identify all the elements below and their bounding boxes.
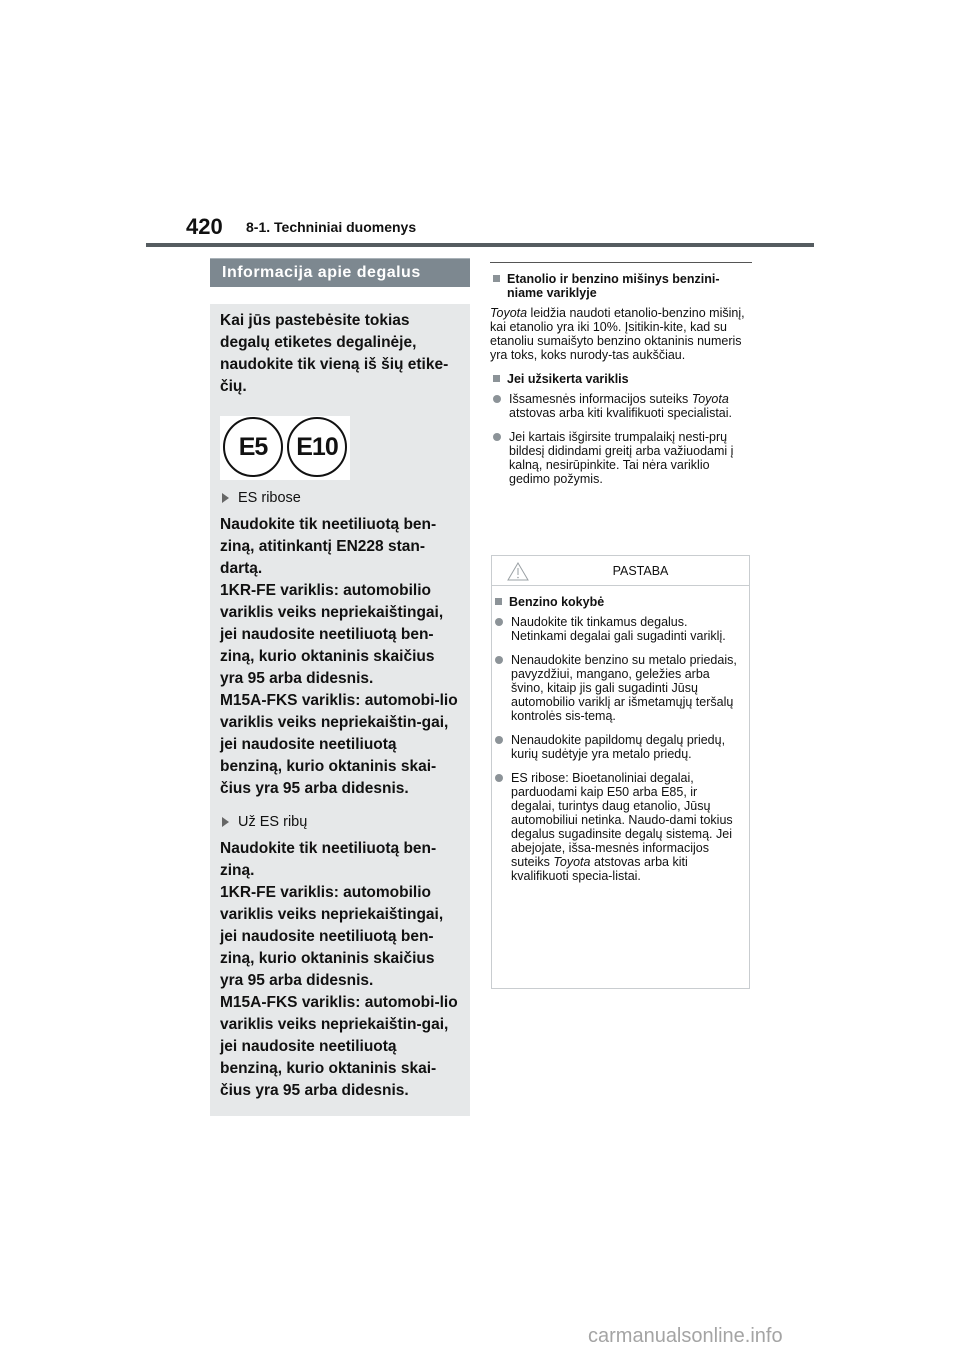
knock-heading-text: Jei užsikerta variklis (507, 372, 629, 386)
eu-m15a-text: M15A-FKS variklis: automobi-lio variklis veiks nepriekaištin-gai, jei naudosite neetiliuotą benziną, kurio oktaninis skai-čius yra 95 arba didesnis. (220, 692, 458, 797)
notice-bullet-1-text: Naudokite tik tinkamus degalus. Netinkami degalai gali sugadinti variklį. (511, 615, 726, 643)
fuel-info-column (210, 258, 470, 1116)
notice-header (492, 556, 749, 586)
e5-label: E5 (223, 417, 283, 477)
eu-heading (220, 490, 458, 506)
fuel-info-panel (210, 304, 470, 1116)
eu-text: Naudokite tik neetiliuotą ben-ziną, atitinkantį EN228 stan-dartą. (220, 516, 437, 577)
warning-icon (507, 562, 529, 581)
notice-bullet-3 (492, 733, 743, 761)
brand-name: Toyota (490, 306, 528, 320)
square-bullet-icon (493, 375, 500, 382)
notice-title: PASTABA (612, 563, 669, 578)
dot-bullet-icon (493, 433, 501, 441)
brand-name: Toyota (553, 855, 591, 869)
notice-bullet-1 (492, 615, 743, 643)
fuel-labels-image (220, 416, 350, 480)
notice-bullet-4-text: ES ribose: Bioetanoliniai degalai, parduodami kaip E50 arba E85, ir degalai, turintys daug etanolio, Jūsų automobiliui netinka. Naudo-dami tokius degalus sugadinsite degalų sistemą. Jei abejojate, išsa-mesnės informacijos suteiks Toyota atstovas arba kiti kvalifikuoti specia-listai. (511, 771, 733, 883)
notice-bullet-3-text: Nenaudokite papildomų degalų priedų, kurių sudėtyje yra metalo priedų. (511, 733, 726, 761)
knock-bullet-1-text: Išsamesnės informacijos suteiks Toyota atstovas arba kiti kvalifikuoti specialistai. (509, 392, 733, 420)
top-rule (490, 262, 752, 263)
ethanol-column (490, 262, 752, 496)
brand-name: Toyota (691, 392, 729, 406)
page-number: 420 (186, 214, 223, 239)
non-eu-m15a-text: M15A-FKS variklis: automobi-lio variklis veiks nepriekaištin-gai, jei naudosite neetiliuotą benziną, kurio oktaninis skai-čius yra 95 arba didesnis. (220, 994, 458, 1099)
notice-bullet-2-text: Nenaudokite benzino su metalo priedais, pavyzdžiui, mangano, geležies arba švino, kitaip jis gali sugadinti Jūsų automobilio variklį ar išmetamųjų teršalų kontrolės sis-temą. (511, 653, 737, 723)
square-bullet-icon (493, 275, 500, 282)
non-eu-1kr-text: 1KR-FE variklis: automobilio variklis veiks nepriekaištingai, jei naudosite neetiliuotą ben-ziną, kurio oktaninis skaičius yra 95 arba didesnis. (220, 884, 444, 989)
section-title: 8-1. Techniniai duomenys (246, 219, 417, 235)
notice-bullet-4 (492, 771, 743, 883)
arrow-right-icon (222, 817, 229, 827)
dot-bullet-icon (495, 774, 503, 782)
quality-heading (492, 595, 743, 609)
ethanol-heading-text: Etanolio ir benzino mišinys benzini-niame variklyje (507, 272, 720, 300)
intro-text: Kai jūs pastebėsite tokias degalų etiketes degalinėje, naudokite tik vieną iš šių etike-čių. (220, 312, 449, 395)
notice-body (492, 586, 749, 883)
quality-heading-text: Benzino kokybė (509, 595, 605, 609)
header-rule (146, 243, 814, 247)
non-eu-heading-text: Už ES ribų (238, 814, 308, 830)
notice-box (491, 555, 750, 989)
arrow-right-icon (222, 493, 229, 503)
square-bullet-icon (495, 598, 502, 605)
eu-heading-text: ES ribose (238, 490, 301, 506)
non-eu-heading (220, 814, 458, 830)
dot-bullet-icon (495, 656, 503, 664)
ethanol-heading (490, 272, 752, 300)
non-eu-text: Naudokite tik neetiliuotą ben-ziną. (220, 840, 437, 879)
dot-bullet-icon (495, 618, 503, 626)
notice-bullet-2 (492, 653, 743, 723)
knock-heading (490, 372, 752, 386)
knock-bullet-1 (490, 392, 752, 420)
ethanol-body: leidžia naudoti etanolio-benzino mišinį, kai etanolio yra iki 10%. Įsitikin-kite, kad su etanoliu sumaišyto benzino oktaninis numeris yra toks, koks nurody-tas aukščiau. (490, 306, 745, 362)
knock-bullet-2 (490, 430, 752, 486)
dot-bullet-icon (495, 736, 503, 744)
watermark: carmanualsonline.info (588, 1325, 783, 1347)
fuel-info-band: Informacija apie degalus (210, 258, 470, 287)
e10-label: E10 (287, 417, 347, 477)
knock-bullet-2-text: Jei kartais išgirsite trumpalaikį nesti-prų bildesį didindami greitį arba važiuodami į kalną, nesirūpinkite. Tai nėra variklio gedimo požymis. (509, 430, 734, 486)
dot-bullet-icon (493, 395, 501, 403)
ethanol-text (490, 306, 752, 362)
eu-1kr-text: 1KR-FE variklis: automobilio variklis veiks nepriekaištingai, jei naudosite neetiliuotą ben-ziną, kurio oktaninis skaičius yra 95 arba didesnis. (220, 582, 444, 687)
